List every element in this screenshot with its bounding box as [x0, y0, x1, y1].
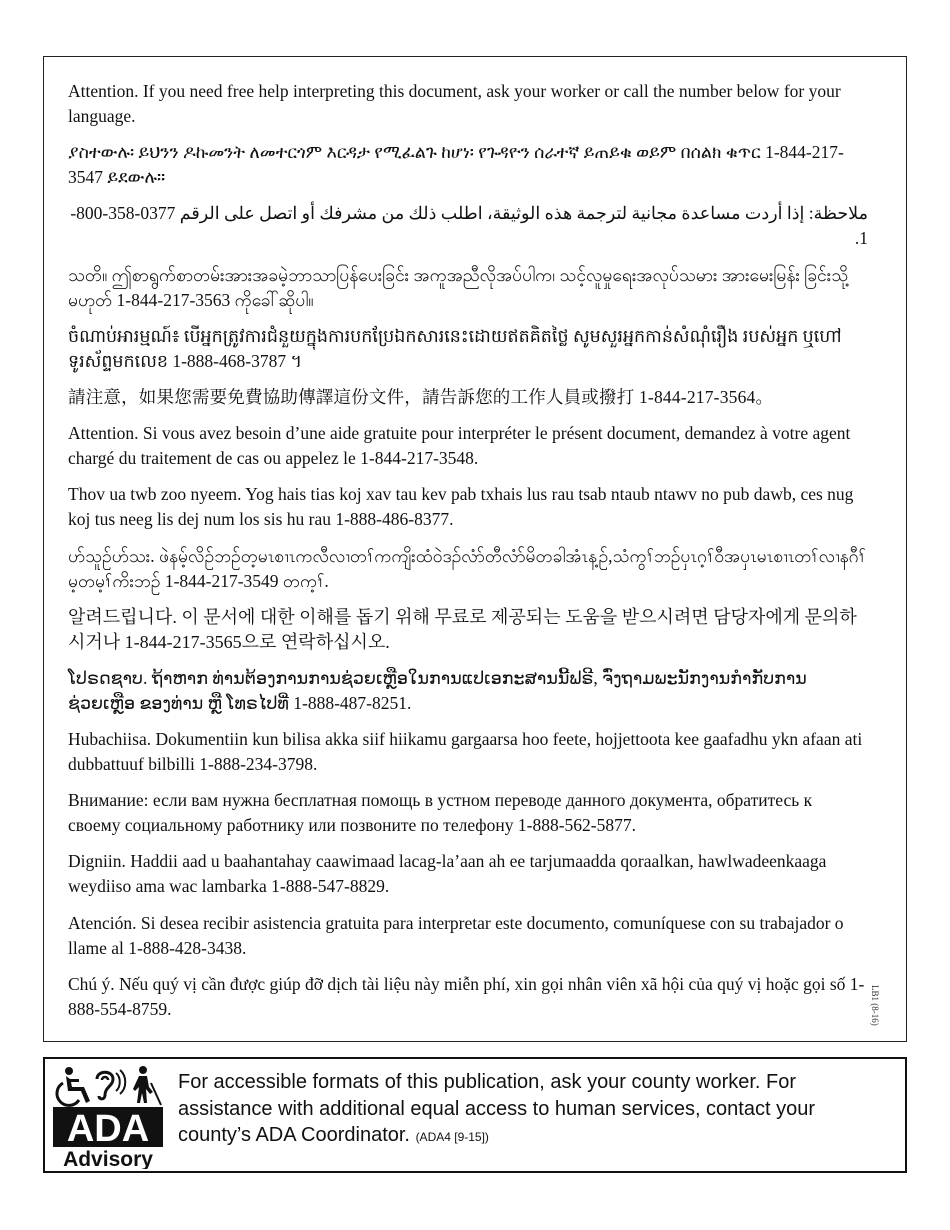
notice-english: Attention. If you need free help interpreting this document, ask your worker or call the number below for your language. [68, 81, 841, 126]
hearing-loop-icon [97, 1070, 125, 1099]
notice-burmese: သတိ။ ဤစာရွက်စာတမ်းအားအခမဲ့ဘာသာပြန်ပေးခြင်း အကူအညီလိုအပ်ပါက၊ သင့်လူမှုရေးအလုပ်သမား အားမေးမြန်း ခြင်းသို့ မဟုတ် 1-844-217-3563 ကိုခေါ်ဆိုပါ။ [68, 264, 849, 310]
notice-french: Attention. Si vous avez besoin d’une aide gratuite pour interpréter le présent document, demandez à votre agent chargé du traitement de cas ou appelez le 1-844-217-3548. [68, 423, 851, 469]
ada-form-code: (ADA4 [9-15]) [415, 1130, 489, 1144]
language-notice-box [43, 56, 907, 1042]
wheelchair-icon [57, 1067, 90, 1105]
notice-arabic: ملاحظة: إذا أردت مساعدة مجانية لترجمة هذه الوثيقة، اطلب ذلك من مشرفك أو اتصل على الرقم 0377-358-800-1. [70, 203, 868, 249]
form-code: LB1 (8-16) [870, 985, 880, 1026]
notice-oromo: Hubachiisa. Dokumentiin kun bilisa akka siif hiikamu gargaarsa hoo feete, hojjettoota kee gaafadhu ykn afaan ati dubbattuuf bilbilli 1-888-234-3798. [68, 729, 863, 775]
ada-logo-subtext: Advisory [63, 1148, 153, 1169]
notice-cambodian: ចំណាប់អារម្មណ៍៖ បើអ្នកត្រូវការជំនួយក្នុងការបកប្រែឯកសារនេះដោយឥតគិតថ្លៃ សូមសួរអ្នកកាន់សំណុំរឿង របស់អ្នក ឬហៅទូរស័ព្ទមកលេខ 1-888-468-3787 ។ [68, 325, 842, 371]
notice-lao: ໂປຣດຊາບ. ຖ້າຫາກ ທ່ານຕ້ອງການການຊ່ວຍເຫຼືອໃນການແປເອກະສານນີ້ຟຣີ, ຈົ່ງຖາມພະນັກງານກໍາກັບການຊ່ວຍເຫຼືອ ຂອງທ່ານ ຫຼື ໂທຣໄປທີ່ 1-888-487-8251. [68, 667, 807, 713]
ada-message: For accessible formats of this publication, ask your county worker. For assistance with additional equal access to human services, contact your county’s ADA Coordinator. [178, 1071, 816, 1146]
notice-somali: Digniin. Haddii aad u baahantahay caawimaad lacag-la’aan ah ee tarjumaadda qoraalkan, hawlwadeenkaaga weydiiso ama wac lambarka 1-888-547-8829. [68, 851, 827, 897]
ada-advisory-box [43, 1057, 907, 1173]
notice-russian: Внимание: если вам нужна бесплатная помощь в устном переводе данного документа, обратитесь к своему социальному работнику или позвоните по телефону 1-888-562-5877. [68, 790, 813, 836]
blind-cane-icon [133, 1066, 161, 1105]
ada-advisory-text [178, 1069, 893, 1151]
ada-advisory-logo [53, 1065, 163, 1169]
notice-chinese: 請注意，如果您需要免費協助傳譯這份文件，請告訴您的工作人員或撥打 1-844-217-3564。 [68, 386, 774, 407]
notice-vietnamese: Chú ý. Nếu quý vị cần được giúp đỡ dịch tài liệu này miễn phí, xin gọi nhân viên xã hội của quý vị hoặc gọi số 1-888-554-8759. [68, 973, 865, 1019]
notice-list [68, 79, 868, 1033]
ada-logo-text: ADA [66, 1108, 150, 1150]
notice-hmong: Thov ua twb zoo nyeem. Yog hais tias koj xav tau kev pab txhais lus rau tsab ntaub ntawv no pub dawb, ces nug koj tus neeg lis dej num los sis hu rau 1-888-486-8377. [68, 484, 854, 530]
notice-spanish: Atención. Si desea recibir asistencia gratuita para interpretar este documento, comuníquese con su trabajador o llame al 1-888-428-3438. [68, 912, 844, 958]
notice-karen: ဟ်သူဉ်ဟ်သး. ဖဲနမ့်လိဉ်ဘဉ်တ့မၤစၢၤကလီလၢတၢ်ကကျိးထံဝဲဒၣ်လံာ်တီလံာ်မိတခါအံၤန့ဉ်,သံကွၢ်ဘဉ်ပှၤဂ့ၢ်ဝီအပှၤမၤစၢၤတၢ်လၢနဂီၢ်မ့တမ့ၢ်ကိးဘဉ် 1-844-217-3549 တက့ၢ်. [68, 545, 866, 591]
notice-amharic: ያስተውሉ፡ ይህንን ዶኩመንት ለመተርጎም እርዳታ የሚፈልጉ ከሆነ፡ የጉዳዮን ሰራተኛ ይጠይቁ ወይም በሰልክ ቁጥር 1-844-217-3547 ይደውሉ። [68, 142, 844, 188]
notice-korean: 알려드립니다. 이 문서에 대한 이해를 돕기 위해 무료로 제공되는 도움을 받으시려면 담당자에게 문의하시거나 1-844-217-3565으로 연락하십시오. [68, 606, 857, 652]
